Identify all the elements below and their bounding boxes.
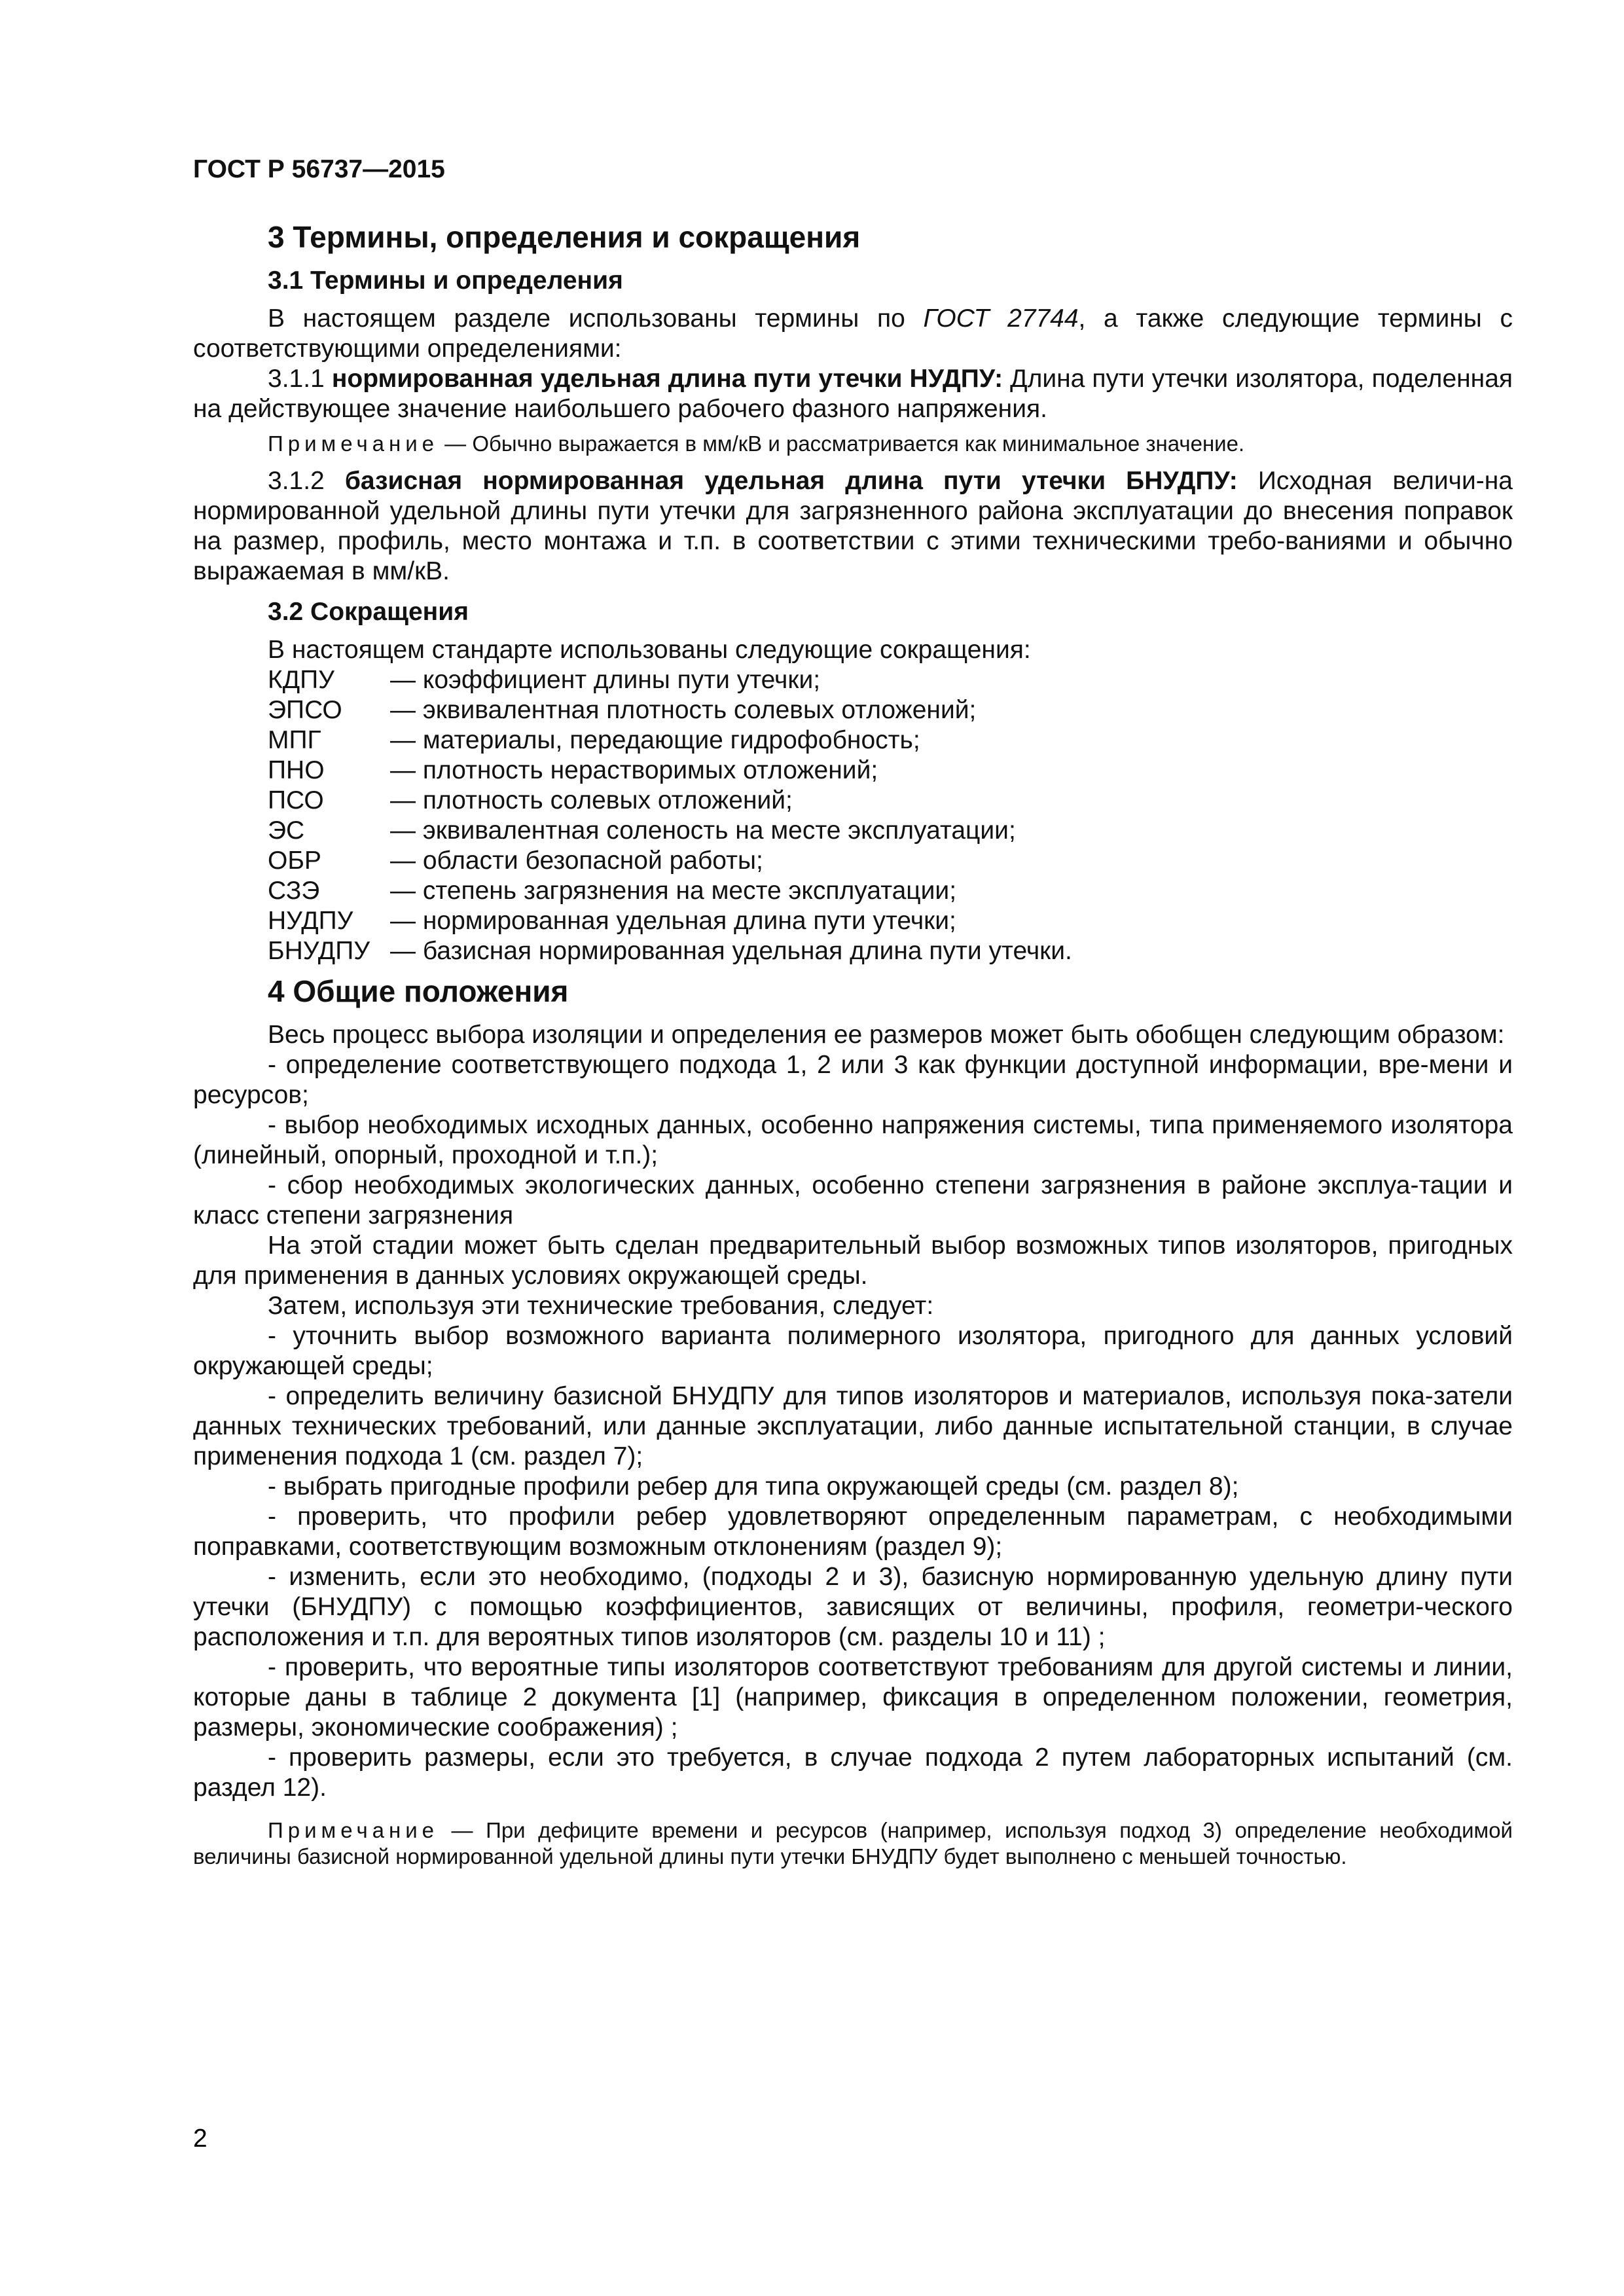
section-4-list-item: - проверить, что профили ребер удовлетворяют определенным параметрам, с необходимыми поправками, соответствующим возможным отклонениям (раздел 9); [193,1503,1513,1561]
abbreviation: ПСО [268,786,324,814]
abbreviation: ОБР [268,847,321,875]
page-number: 2 [193,2124,208,2153]
term-3-1-2 [193,466,1513,587]
note-label: Примечание [268,431,439,456]
terms-intro-after: , а также следующие термины с соответствующими определениями: [193,304,1513,363]
note-section-4 [193,1817,1513,1870]
abbreviation-definition: — базисная нормированная удельная длина пути утечки. [390,937,1072,965]
abbreviation: ЭПСО [268,696,342,724]
section-4-list-item: - определение соответствующего подхода 1, 2 или 3 как функции доступной информации, вре-мени и ресурсов; [193,1051,1513,1109]
section-4-paragraph: Затем, используя эти технические требования, следует: [268,1292,934,1320]
abbreviation-row [268,725,1513,756]
abbreviation-definition: — коэффициент длины пути утечки; [390,666,821,694]
terms-intro-before: В настоящем разделе использованы термины по [268,304,924,333]
document-page [193,155,1513,1879]
section-4-list-item: - определить величину базисной БНУДПУ для типов изоляторов и материалов, используя пока-затели данных технических требований, или данные эксплуатации, либо данные испытательной станции, в случае применения подхода 1 (см. раздел 7); [193,1382,1513,1470]
abbreviation: НУДПУ [268,907,353,935]
abbreviation-row [268,786,1513,816]
document-code: ГОСТ Р 56737—2015 [193,155,445,183]
term-number: 3.1.2 [268,467,345,495]
abbreviation-definition: — степень загрязнения на месте эксплуатации; [390,877,957,905]
section-4-list-item: - проверить размеры, если это требуется, в случае подхода 2 путем лабораторных испытаний (см. раздел 12). [193,1743,1513,1802]
abbreviation: МПГ [268,726,321,754]
terms-intro [193,304,1513,364]
abbreviation: ПНО [268,756,325,784]
abbreviation-definition: — области безопасной работы; [390,847,763,875]
section-4-list-item: - изменить, если это необходимо, (подходы 2 и 3), базисную нормированную удельную длину пути утечки (БНУДПУ) с помощью коэффициентов, зависящих от величины, профиля, геометри-ческого расположения и т.п. для вероятных типов изоляторов (см. разделы 10 и 11) ; [193,1563,1513,1651]
section-4-paragraph: Весь процесс выбора изоляции и определения ее размеров может быть обобщен следующим образом: [268,1021,1505,1049]
section-4-list-item: - выбор необходимых исходных данных, особенно напряжения системы, типа применяемого изолятора (линейный, опорный, проходной и т.п.); [193,1111,1513,1169]
abbreviations-list [268,665,1513,966]
term-number: 3.1.1 [268,365,332,393]
section-4-list-item: - уточнить выбор возможного варианта полимерного изолятора, пригодного для данных условий окружающей среды; [193,1322,1513,1380]
abbreviation-row [268,695,1513,725]
note-text: — Обычно выражается в мм/кВ и рассматривается как минимальное значение. [439,431,1245,456]
abbreviations-intro: В настоящем стандарте использованы следующие сокращения: [268,636,1031,664]
term-3-1-1 [193,364,1513,424]
section-4-title: 4 Общие положения [268,974,569,1008]
abbreviation-row [268,936,1513,966]
section-4-paragraph: На этой стадии может быть сделан предварительный выбор возможных типов изоляторов, пригодных для применения в данных условиях окружающей среды. [193,1231,1513,1290]
section-4-list-item: - сбор необходимых экологических данных, особенно степени загрязнения в районе эксплуа-тации и класс степени загрязнения [193,1171,1513,1230]
abbreviation-row [268,906,1513,936]
abbreviation-definition: — плотность нерастворимых отложений; [390,756,878,784]
section-4-list-item: - выбрать пригодные профили ребер для типа окружающей среды (см. раздел 8); [268,1472,1239,1501]
abbreviation-definition: — материалы, передающие гидрофобность; [390,726,920,754]
abbreviation-row [268,665,1513,695]
abbreviation-row [268,756,1513,786]
section-4-list-item: - проверить, что вероятные типы изоляторов соответствуют требованиям для другой системы и линии, которые даны в таблице 2 документа [1] (например, фиксация в определенном положении, геометрия, размеры, экономические соображения) ; [193,1653,1513,1741]
abbreviation-definition: — эквивалентная плотность солевых отложений; [390,696,977,724]
abbreviation: СЗЭ [268,877,320,905]
section-3-title: 3 Термины, определения и сокращения [268,220,861,254]
abbreviation-definition: — нормированная удельная длина пути утечки; [390,907,956,935]
abbreviation-row [268,846,1513,876]
term-name: базисная нормированная удельная длина пути утечки БНУДПУ: [344,467,1238,495]
term-definition: Длина пути утечки изолятора, поделенная на действующее значение наибольшего рабочего фазного напряжения. [193,365,1513,423]
abbreviation-row [268,816,1513,846]
note-term-3-1-1 [193,431,1513,457]
abbreviation: КДПУ [268,666,334,694]
abbreviation-row [268,876,1513,906]
section-3-2-title: 3.2 Сокращения [268,598,469,626]
term-name: нормированная удельная длина пути утечки НУДПУ: [331,365,1003,393]
note-text: — При дефиците времени и ресурсов (например, используя подход 3) определение необходимой величины базисной нормированной удельной длины пути утечки БНУДПУ будет выполнено с меньшей точностью. [193,1818,1513,1868]
abbreviation: ЭС [268,816,305,845]
abbreviation-definition: — эквивалентная соленость на месте эксплуатации; [390,816,1016,845]
note-label: Примечание [268,1818,439,1842]
term-definition: Исходная величи-на нормированной удельной длины пути утечки для загрязненного района эксплуатации до внесения поправок на размер, профиль, место монтажа и т.п. в соответствии с этими техническими требо-ваниями и обычно выражаемая в мм/кВ. [193,467,1513,585]
abbreviation: БНУДПУ [268,937,370,965]
section-3-1-title: 3.1 Термины и определения [268,266,623,295]
standard-reference: ГОСТ 27744 [923,304,1079,333]
abbreviation-definition: — плотность солевых отложений; [390,786,793,814]
